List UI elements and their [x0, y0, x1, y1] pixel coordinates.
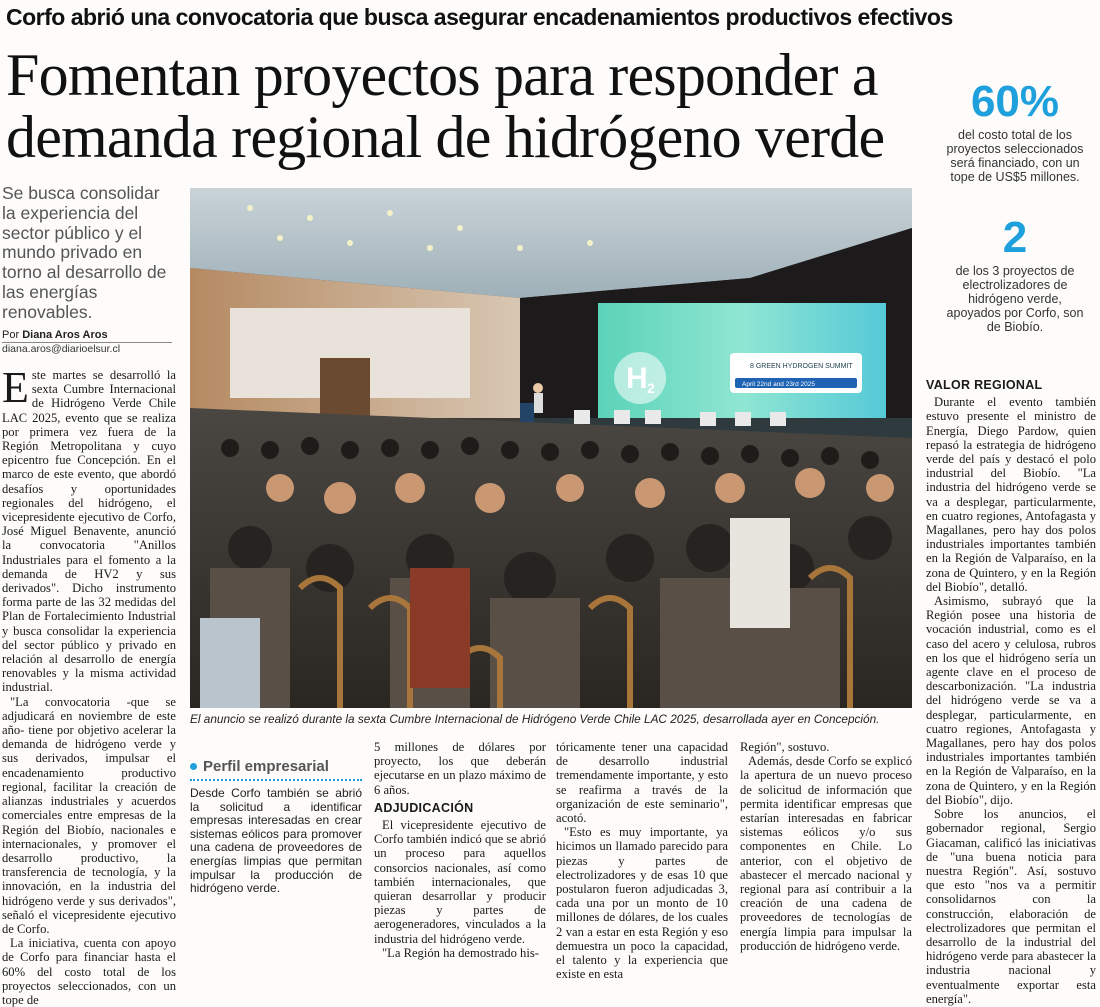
kicker: Corfo abrió una convocatoria que busca asegurar encadenamientos productivos efectivos — [6, 4, 953, 30]
stat-text: del costo total de los proyectos seleccionados será financiado, con un tope de US$5 millones. — [946, 128, 1084, 184]
screen-h2-sub: 2 — [647, 380, 655, 396]
paragraph: Sobre los anuncios, el gobernador regional, Sergio Giacaman, calificó las iniciativas de "una buena noticia para nuestra Región". Así, sostuvo que esto "nos va a permitir consolidarnos con la construcción, elaboración de electrolizadores que permitan el desarrollo de la industrial del hidrógeno verde para abastecer la industria nacional y eventualmente exportar esta energía". — [926, 807, 1096, 1006]
stat-2-projects — [940, 213, 1090, 334]
paragraph: "La Región ha demostrado his- — [382, 945, 539, 960]
column-4 — [556, 740, 728, 981]
paragraph: Este martes se desarrolló la sexta Cumbre Internacional de Hidrógeno Verde Chile LAC 2025, evento que se realiza por primera vez fuera de la Región Metropolitana y cuyo epicentro fue Concepción. En el marco de este evento, que abordó desafíos y oportunidades regionales del hidrógeno, el vicepresidente ejecutivo de Corfo, José Miguel Benavente, anunció la convocatoria "Anillos Industriales para el fomento a la demanda de HV2 y sus derivados". Dicho instrumento forma parte de las 32 medidas del Plan de Fortalecimiento Industrial y busca consolidar la experiencia del sector público y privado en relación al desarrollo de energía renovables y la misma actividad industrial. — [2, 363, 176, 695]
stat-60-percent — [940, 77, 1090, 184]
section-head-adjudicacion: ADJUDICACIÓN — [374, 800, 474, 815]
section-head-valor-regional: VALOR REGIONAL — [926, 378, 1043, 392]
column-5 — [740, 740, 912, 953]
headline: Fomentan proyectos para responder a demanda regional de hidrógeno verde — [6, 42, 885, 170]
lede: Se busca consolidar la experiencia del sector público y el mundo privado en torno al desarrollo de las energías renovables. — [2, 183, 167, 322]
bullet-dot-icon — [190, 763, 197, 770]
dropcap: E — [2, 363, 29, 412]
stat-value: 60% — [970, 77, 1060, 126]
paragraph: Durante el evento también estuvo presente el ministro de Energía, Diego Pardow, quien repasó la estrategia de hidrógeno verde del país y destacó el polo industrial del Biobío. "La industria del hidrógeno verde se va a desplegar, particularmente, en cuatro regiones, Antofagasta y Magallanes, pero hay dos polos industriales importantes también en la Región de Valparaíso, en la zona de Quintero, y en la Región del Biobío", detalló. — [926, 395, 1096, 594]
author-name: Diana Aros Aros — [22, 329, 108, 341]
paragraph: La iniciativa, cuenta con apoyo de Corfo para financiar hasta el 60% del costo total de los proyectos seleccionados, con un tope de — [2, 936, 176, 1007]
screen-h2-label: H — [626, 362, 648, 395]
paragraph: "La convocatoria -que se adjudicará en noviembre de este año- tiene por objetivo acelerar la demanda de hidrógeno verde y sus derivados, impulsar el encadenamiento productivo regional, facilitar la creación de alianzas industriales y acuerdos comerciales entre empresas de la Región del Biobío, nacionales e internacionales, y promover el desarrollo productivo, la transferencia de tecnología, y la innovación, en la industria del hidrógeno verde y sus derivados", señaló el vicepresidente ejecutivo de Corfo. — [2, 694, 176, 936]
stat-text: de los 3 proyectos de electrolizadores de hidrógeno verde, apoyados por Corfo, son de Biobío. — [946, 264, 1084, 334]
column-3 — [374, 740, 546, 960]
paragraph: Asimismo, subrayó que la Región posee una historia de vocación industrial, como es el caso del acero y celulosa, rubros en los que el hidrógeno sería un agente clave en el proceso de descarbonización. "La industria del hidrógeno verde se va a desplegar, particularmente, en cuatro regiones, Antofagasta y Magallanes, pero hay dos polos industriales importantes también en la Región de Valparaíso, en la zona de Quintero, y en la Región del Biobío", dijo. — [926, 594, 1096, 807]
screen-title: 8 GREEN HYDROGEN SUMMIT — [750, 363, 853, 370]
photo-caption: El anuncio se realizó durante la sexta Cumbre Internacional de Hidrógeno Verde Chile LAC 2025, desarrollada ayer en Concepción. — [190, 712, 880, 726]
column-1 — [2, 363, 176, 1007]
stat-value: 2 — [1002, 213, 1028, 262]
sidebar-box-perfil — [190, 758, 362, 896]
conference-photo — [190, 188, 912, 708]
box-body: Desde Corfo también se abrió la solicitud a identificar empresas interesadas en crear sistemas eólicos para promover una cadena de proveedores de energías limpias que permitan impulsar la producción de hidrógeno verde. — [190, 786, 362, 896]
paragraph: Además, desde Corfo se explicó la apertura de un nuevo proceso de solicitud de información que permita identificar empresas que estarían interesadas en fabricar sistemas eólicos y/o sus componentes en Chile. Lo anterior, con el objetivo de abastecer el mercado nacional y regional para así contribuir a la creación de una cadena de proveedores de tecnologías de energía limpia para impulsar la producción de hidrógeno verde. — [740, 754, 912, 953]
screen-dates: April 22nd and 23rd 2025 — [742, 381, 816, 388]
paragraph: "Esto es muy importante, ya hicimos un llamado parecido para piezas y partes de electrolizadores y de esas 10 que postularon fueron adjudicadas 3, cada una por un monto de 10 millones de dólares, de los cuales 2 van a estar en esta Región y eso demuestra un poco la capacidad, el talento y la experiencia que existe en esta — [556, 825, 728, 982]
paragraph: 5 millones de dólares por proyecto, los que deberán ejecutarse en un plazo máximo de 6 años. — [374, 740, 546, 797]
byline: Por Diana Aros Aros — [2, 328, 172, 343]
paragraph: El vicepresidente ejecutivo de Corfo también indicó que se abrió un proceso para aquellos consorcios nacionales, así como también internacionales, que quieran desarrollar y producir piezas y partes de aerogeneradores, vinculados a la industria del hidrógeno verde. — [374, 818, 546, 946]
box-title: Perfil empresarial — [190, 758, 362, 781]
author-email: diana.aros@diarioelsur.cl — [2, 343, 121, 355]
column-6 — [926, 378, 1096, 1006]
paragraph: Región", sostuvo. — [740, 740, 830, 754]
photo-illustration — [190, 188, 912, 708]
paragraph: tóricamente tener una capacidad de desarrollo industrial tremendamente importante, y esto se reafirma a través de la organización de este seminario", acotó. — [556, 740, 728, 826]
